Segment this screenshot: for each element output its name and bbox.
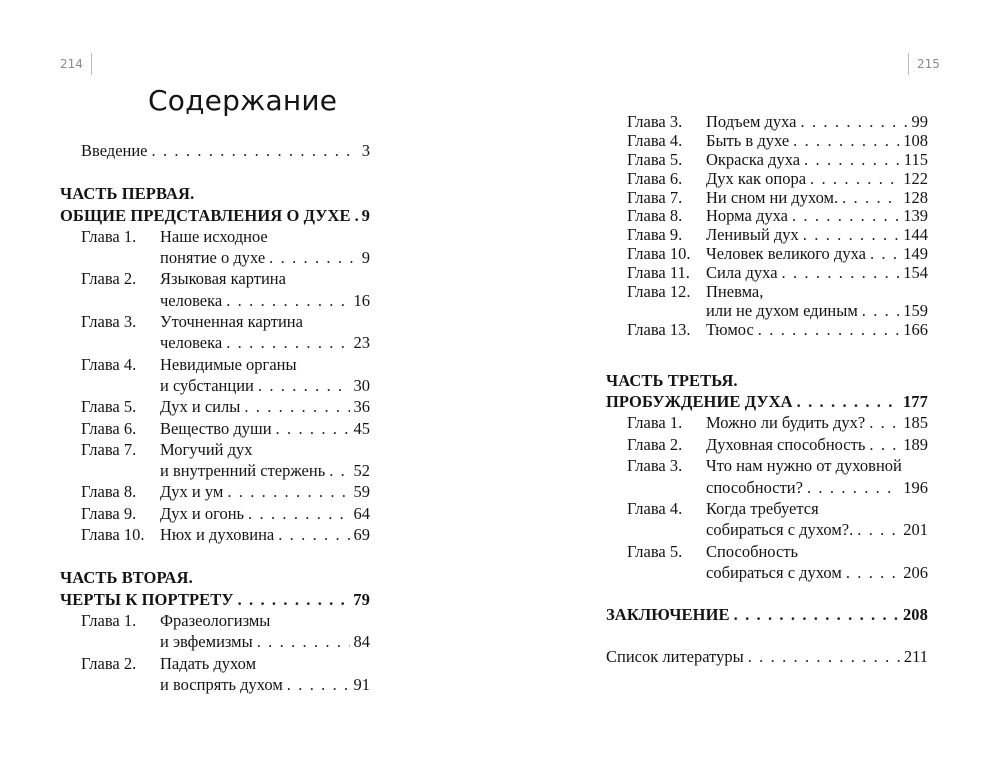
chapter-title-line: и эвфемизмы — [160, 632, 253, 652]
toc-chapter-entry[interactable] — [60, 396, 370, 417]
dot-leader — [226, 290, 349, 311]
dot-leader — [226, 332, 349, 353]
toc-entry-page: 9 — [361, 205, 370, 225]
chapter-number: Глава 11. — [627, 263, 690, 283]
dot-leader — [278, 524, 349, 545]
toc-entry-page: 208 — [902, 604, 928, 624]
dot-leader — [810, 170, 899, 189]
chapter-number: Глава 8. — [81, 482, 137, 502]
dot-leader — [869, 434, 899, 455]
dot-leader — [846, 562, 899, 583]
chapter-number: Глава 1. — [81, 226, 137, 246]
dot-leader — [857, 519, 899, 540]
chapter-number: Глава 7. — [627, 187, 683, 207]
chapter-title-line: Норма духа — [706, 206, 788, 226]
dot-leader — [804, 151, 900, 170]
chapter-title-line: способности? — [706, 477, 803, 497]
chapter-page: 189 — [903, 434, 928, 454]
chapter-page: 84 — [353, 632, 370, 652]
chapter-number: Глава 4. — [81, 354, 137, 374]
chapter-page: 115 — [903, 149, 928, 169]
right-page — [500, 0, 1000, 758]
dot-leader — [869, 412, 899, 433]
dot-leader — [276, 418, 350, 439]
chapter-title-line: Когда требуется — [706, 499, 819, 519]
chapter-list — [606, 412, 928, 583]
chapter-number: Глава 5. — [627, 541, 683, 561]
chapter-page: 201 — [903, 520, 928, 540]
dot-leader — [862, 302, 899, 321]
chapter-page: 91 — [353, 674, 370, 694]
dot-leader — [748, 646, 900, 667]
chapter-number: Глава 5. — [627, 149, 683, 169]
dot-leader — [248, 503, 349, 524]
dot-leader — [287, 674, 350, 695]
toc-entry-bibliography[interactable] — [606, 646, 928, 667]
dot-leader — [797, 391, 899, 412]
chapter-page: 36 — [353, 397, 370, 417]
chapter-title-line: Быть в духе — [706, 130, 790, 150]
chapter-number: Глава 9. — [81, 503, 137, 523]
toc-chapter-entry[interactable] — [606, 283, 928, 321]
chapter-list — [606, 113, 928, 340]
chapter-title-line: человека — [160, 333, 223, 353]
dot-leader — [842, 189, 899, 208]
toc-entry-page: 3 — [361, 141, 370, 160]
chapter-number: Глава 5. — [81, 397, 137, 417]
chapter-title-line: и внутренний стержень — [160, 461, 326, 481]
chapter-title-line: Тюмос — [706, 319, 754, 339]
chapter-page: 128 — [903, 187, 928, 207]
chapter-title-line: Способность — [706, 541, 799, 561]
chapter-number: Глава 12. — [627, 282, 691, 302]
chapter-title-line: Ни сном ни духом. — [706, 187, 839, 207]
chapter-title-line: Наше исходное — [160, 226, 268, 246]
chapter-title-line: Нюх и духовина — [160, 525, 275, 545]
chapter-number: Глава 13. — [627, 319, 691, 339]
dot-leader — [238, 589, 350, 610]
toc-chapter-entry[interactable] — [60, 524, 370, 545]
chapter-title-line: Что нам нужно от духовной — [706, 456, 902, 476]
dot-leader — [870, 245, 899, 264]
toc-left — [60, 140, 370, 695]
chapter-number: Глава 9. — [627, 225, 683, 245]
chapter-title-line: Могучий дух — [160, 439, 253, 459]
chapter-title-line: Окраска духа — [706, 149, 801, 169]
chapter-number: Глава 6. — [627, 168, 683, 188]
chapter-title-line: Языковая картина — [160, 269, 286, 289]
chapter-number: Глава 3. — [81, 312, 137, 332]
dot-leader — [734, 604, 899, 625]
chapter-title-line: Дух как опора — [706, 168, 807, 188]
page-number-left: 214 — [60, 53, 92, 75]
toc-entry-label: Список литературы — [606, 646, 744, 666]
chapter-title-line: Падать духом — [160, 653, 257, 673]
chapter-page: 52 — [353, 461, 370, 481]
chapter-number: Глава 2. — [81, 269, 137, 289]
chapter-number: Глава 7. — [81, 439, 137, 459]
toc-chapter-entry[interactable] — [60, 439, 370, 482]
toc-chapter-entry[interactable] — [606, 321, 928, 340]
chapter-title-line: Дух и ум — [160, 482, 224, 502]
dot-leader — [258, 375, 350, 396]
dot-leader — [329, 460, 349, 481]
toc-chapter-entry[interactable] — [60, 610, 370, 653]
chapter-page: 196 — [903, 477, 928, 497]
dot-leader — [782, 264, 900, 283]
toc-entry-label: Введение — [81, 141, 148, 160]
toc-entry-conclusion[interactable] — [606, 604, 928, 625]
toc-right — [606, 113, 928, 667]
chapter-title-line: Человек великого духа — [706, 244, 866, 264]
chapter-page: 16 — [353, 290, 370, 310]
dot-leader — [803, 226, 899, 245]
toc-chapter-entry[interactable] — [60, 354, 370, 397]
toc-chapter-entry[interactable] — [60, 653, 370, 696]
chapter-number: Глава 1. — [627, 413, 683, 433]
dot-leader — [244, 396, 349, 417]
chapter-page: 30 — [353, 375, 370, 395]
toc-chapter-entry[interactable] — [606, 170, 928, 189]
chapter-title-line: Дух и силы — [160, 397, 241, 417]
chapter-title-line: Уточненная картина — [160, 312, 303, 332]
toc-entry-page: 177 — [902, 392, 928, 412]
chapter-title-line: человека — [160, 290, 223, 310]
dot-leader — [257, 631, 350, 652]
chapter-page: 159 — [903, 300, 928, 320]
chapter-page: 59 — [353, 482, 370, 502]
dot-leader — [227, 481, 349, 502]
part-subheading: ОБЩИЕ ПРЕДСТАВЛЕНИЯ О ДУХЕ — [60, 205, 351, 225]
chapter-number: Глава 1. — [81, 610, 137, 630]
chapter-number: Глава 3. — [627, 112, 683, 131]
chapter-title-line: Ленивый дух — [706, 225, 799, 245]
chapter-number: Глава 2. — [627, 434, 683, 454]
chapter-list — [60, 226, 370, 545]
toc-chapter-entry[interactable] — [606, 541, 928, 584]
toc-chapter-entry[interactable] — [606, 113, 928, 132]
chapter-title-line: Вещество души — [160, 418, 272, 438]
toc-entry-page: 211 — [903, 646, 928, 666]
chapter-page: 23 — [353, 333, 370, 353]
toc-chapter-entry[interactable] — [60, 268, 370, 311]
toc-chapter-entry[interactable] — [606, 151, 928, 170]
chapter-title-line: и субстанции — [160, 375, 254, 395]
chapter-title-line: Подъем духа — [706, 112, 797, 131]
page-number-right: 215 — [908, 53, 940, 75]
toc-entry-label: ЗАКЛЮЧЕНИЕ — [606, 604, 730, 624]
chapter-page: 122 — [903, 168, 928, 188]
toc-chapter-entry[interactable] — [606, 434, 928, 455]
chapter-page: 99 — [911, 112, 928, 131]
chapter-title-line: Сила духа — [706, 263, 778, 283]
chapter-page: 206 — [903, 563, 928, 583]
chapter-page: 108 — [903, 130, 928, 150]
toc-chapter-entry[interactable] — [60, 503, 370, 524]
dot-leader — [269, 247, 358, 268]
chapter-page: 9 — [361, 248, 370, 268]
dot-leader — [801, 113, 908, 132]
chapter-number: Глава 4. — [627, 130, 683, 150]
part-heading: ЧАСТЬ ТРЕТЬЯ. — [606, 370, 738, 390]
chapter-title-line: Духовная способность — [706, 434, 866, 454]
part-heading: ЧАСТЬ ПЕРВАЯ. — [60, 184, 195, 204]
dot-leader — [792, 207, 899, 226]
toc-entry-intro[interactable] — [81, 140, 370, 161]
chapter-title-line: собираться с духом — [706, 563, 842, 583]
toc-entry-page: 79 — [353, 589, 370, 609]
chapter-title-line: Можно ли будить дух? — [706, 413, 866, 433]
chapter-title-line: Фразеологизмы — [160, 610, 271, 630]
page-title: Содержание — [148, 84, 338, 117]
chapter-page: 144 — [903, 225, 928, 245]
chapter-list — [60, 610, 370, 695]
chapter-page: 139 — [903, 206, 928, 226]
chapter-title-line: и воспрять духом — [160, 674, 283, 694]
chapter-number: Глава 6. — [81, 418, 137, 438]
toc-entry-part1[interactable] — [60, 205, 370, 226]
toc-entry-part2[interactable] — [60, 589, 370, 610]
part-subheading: ПРОБУЖДЕНИЕ ДУХА — [606, 392, 793, 412]
toc-chapter-entry[interactable] — [606, 412, 928, 433]
toc-chapter-entry[interactable] — [606, 498, 928, 541]
toc-chapter-entry[interactable] — [60, 226, 370, 269]
dot-leader — [793, 132, 899, 151]
chapter-title-line: Невидимые органы — [160, 354, 297, 374]
chapter-number: Глава 8. — [627, 206, 683, 226]
chapter-number: Глава 3. — [627, 456, 683, 476]
toc-entry-part3[interactable] — [606, 391, 928, 412]
dot-leader — [355, 205, 358, 226]
part-subheading: ЧЕРТЫ К ПОРТРЕТУ — [60, 589, 234, 609]
dot-leader — [152, 140, 358, 161]
dot-leader — [758, 321, 899, 340]
toc-chapter-entry[interactable] — [606, 245, 928, 264]
chapter-page: 166 — [903, 319, 928, 339]
chapter-number: Глава 4. — [627, 499, 683, 519]
chapter-page: 149 — [903, 244, 928, 264]
chapter-title-line: собираться с духом?. — [706, 520, 854, 540]
toc-chapter-entry[interactable] — [60, 311, 370, 354]
toc-chapter-entry[interactable] — [606, 207, 928, 226]
part-heading: ЧАСТЬ ВТОРАЯ. — [60, 568, 193, 588]
toc-chapter-entry[interactable] — [606, 189, 928, 208]
chapter-title-line: или не духом единым — [706, 300, 858, 320]
dot-leader — [807, 477, 899, 498]
toc-chapter-entry[interactable] — [60, 481, 370, 502]
toc-chapter-entry[interactable] — [606, 226, 928, 245]
chapter-page: 185 — [903, 413, 928, 433]
chapter-page: 69 — [353, 525, 370, 545]
toc-chapter-entry[interactable] — [606, 455, 928, 498]
toc-chapter-entry[interactable] — [606, 264, 928, 283]
chapter-title-line: понятие о духе — [160, 248, 266, 268]
chapter-page: 154 — [903, 263, 928, 283]
chapter-page: 45 — [353, 418, 370, 438]
chapter-page: 64 — [353, 503, 370, 523]
chapter-number: Глава 10. — [81, 525, 145, 545]
chapter-number: Глава 10. — [627, 244, 691, 264]
chapter-number: Глава 2. — [81, 653, 137, 673]
chapter-title-line: Дух и огонь — [160, 503, 245, 523]
toc-chapter-entry[interactable] — [60, 418, 370, 439]
chapter-title-line: Пневма, — [706, 282, 764, 302]
toc-chapter-entry[interactable] — [606, 132, 928, 151]
